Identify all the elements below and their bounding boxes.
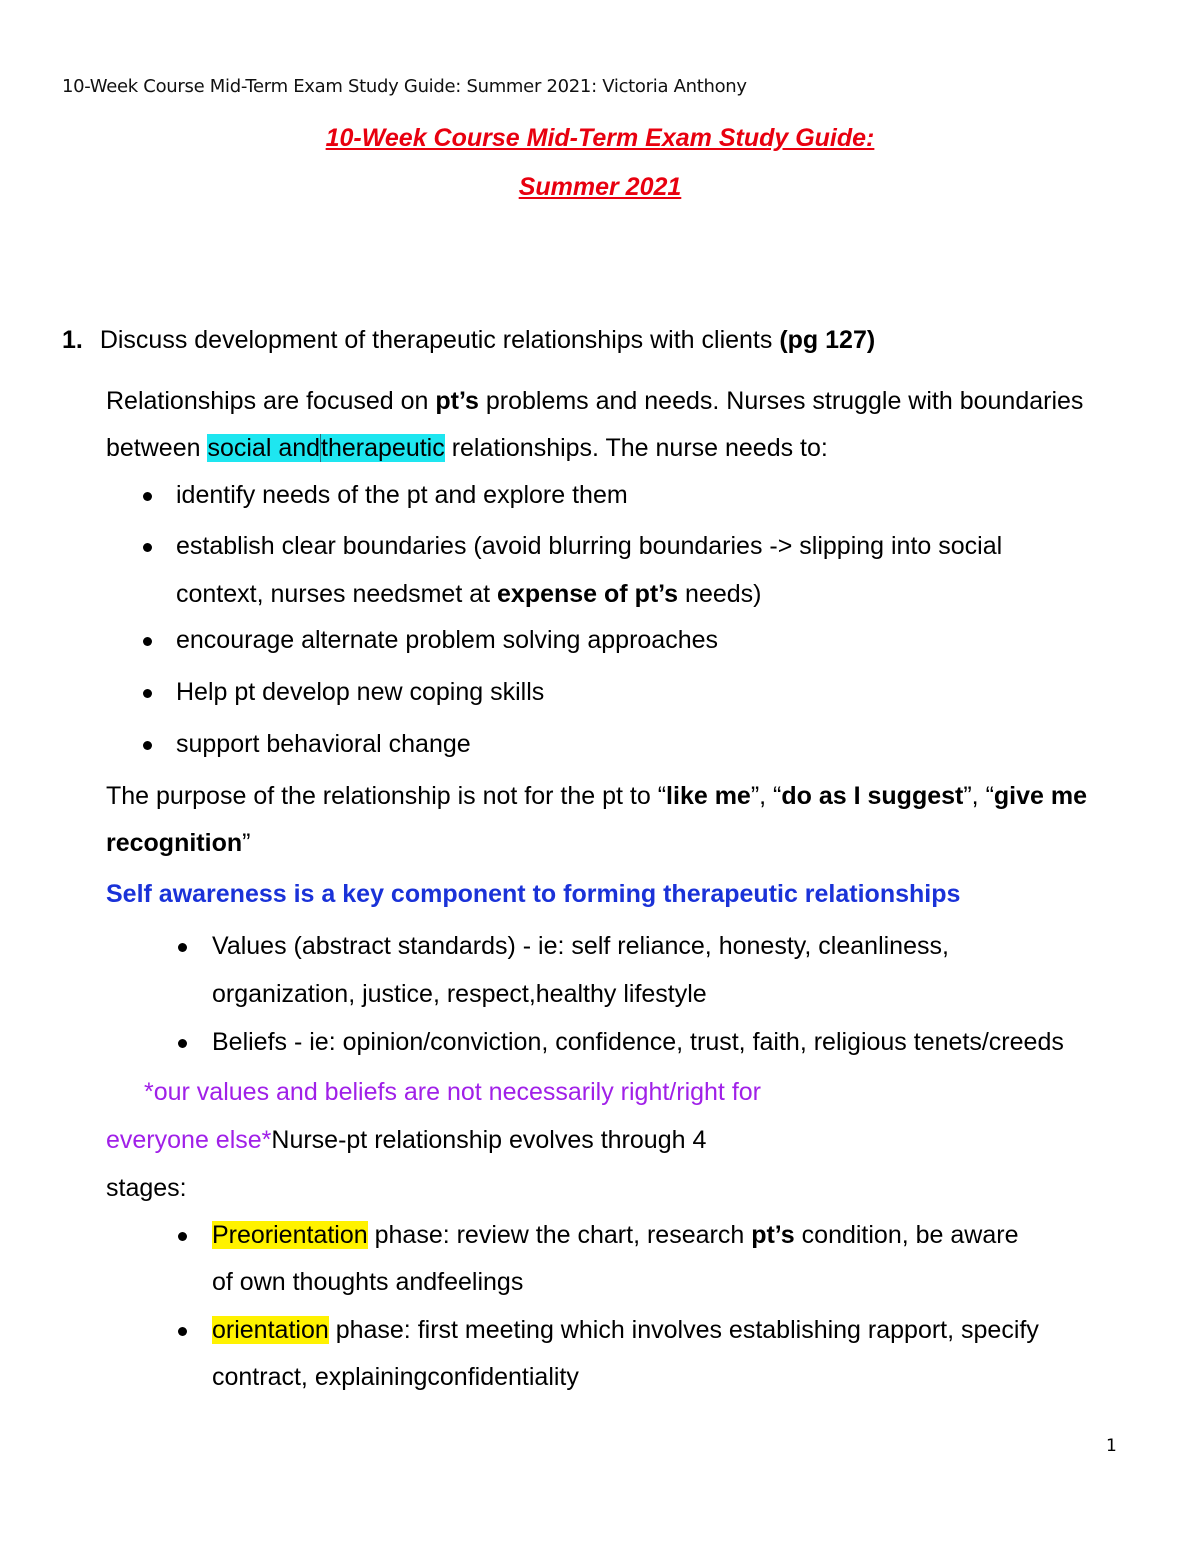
- paragraph-line: between social andtherapeutic relationships. The nurse needs to:: [106, 434, 828, 462]
- highlight-preorientation: Preorientation: [212, 1221, 368, 1249]
- page-reference: (pg 127): [779, 326, 876, 354]
- highlight-therapeutic: therapeutic: [321, 434, 445, 462]
- list-item: identify needs of the pt and explore them: [176, 481, 628, 509]
- note-line: everyone else*Nurse-pt relationship evolves through 4: [106, 1126, 707, 1154]
- list-item: Values (abstract standards) - ie: self reliance, honesty, cleanliness,: [212, 932, 949, 960]
- list-item-continuation: of own thoughts andfeelings: [212, 1268, 524, 1296]
- bullet-icon: [178, 1232, 187, 1241]
- document-title-line2: Summer 2021: [518, 173, 682, 201]
- list-item: support behavioral change: [176, 730, 471, 758]
- list-item: Preorientation phase: review the chart, research pt’s condition, be aware: [212, 1221, 1019, 1249]
- highlight-orientation: orientation: [212, 1316, 329, 1344]
- paragraph-line: stages:: [106, 1174, 187, 1202]
- question-number: 1.: [62, 326, 83, 354]
- list-item-continuation: organization, justice, respect,healthy lifestyle: [212, 980, 707, 1008]
- section-heading: Self awareness is a key component to forming therapeutic relationships: [106, 880, 961, 908]
- list-item: Beliefs - ie: opinion/conviction, confidence, trust, faith, religious tenets/creeds: [212, 1028, 1064, 1056]
- paragraph-line: recognition”: [106, 829, 251, 857]
- highlight-social-and: social and: [207, 434, 321, 462]
- bullet-icon: [143, 492, 152, 501]
- bullet-icon: [178, 1039, 187, 1048]
- list-item-continuation: contract, explainingconfidentiality: [212, 1363, 579, 1391]
- bullet-icon: [143, 741, 152, 750]
- page-number: 1: [1106, 1436, 1117, 1456]
- document-title-line1: 10-Week Course Mid-Term Exam Study Guide:: [325, 124, 875, 152]
- bullet-icon: [143, 543, 152, 552]
- note-line: *our values and beliefs are not necessarily right/right for: [144, 1078, 761, 1106]
- bullet-icon: [143, 637, 152, 646]
- paragraph-line: The purpose of the relationship is not for the pt to “like me”, “do as I suggest”, “give me: [106, 782, 1088, 810]
- list-item-continuation: context, nurses needsmet at expense of pt’s needs): [176, 580, 762, 608]
- list-item: encourage alternate problem solving approaches: [176, 626, 719, 654]
- list-item: Help pt develop new coping skills: [176, 678, 545, 706]
- list-item: establish clear boundaries (avoid blurring boundaries -> slipping into social: [176, 532, 1003, 560]
- bullet-icon: [143, 689, 152, 698]
- bullet-icon: [178, 943, 187, 952]
- list-item: orientation phase: first meeting which involves establishing rapport, specify: [212, 1316, 1039, 1344]
- bullet-icon: [178, 1327, 187, 1336]
- paragraph-line: Relationships are focused on pt’s problems and needs. Nurses struggle with boundaries: [106, 387, 1084, 415]
- question-text: Discuss development of therapeutic relationships with clients: [99, 326, 780, 354]
- question-1: [62, 325, 875, 355]
- running-header: 10-Week Course Mid-Term Exam Study Guide: Summer 2021: Victoria Anthony: [62, 76, 747, 97]
